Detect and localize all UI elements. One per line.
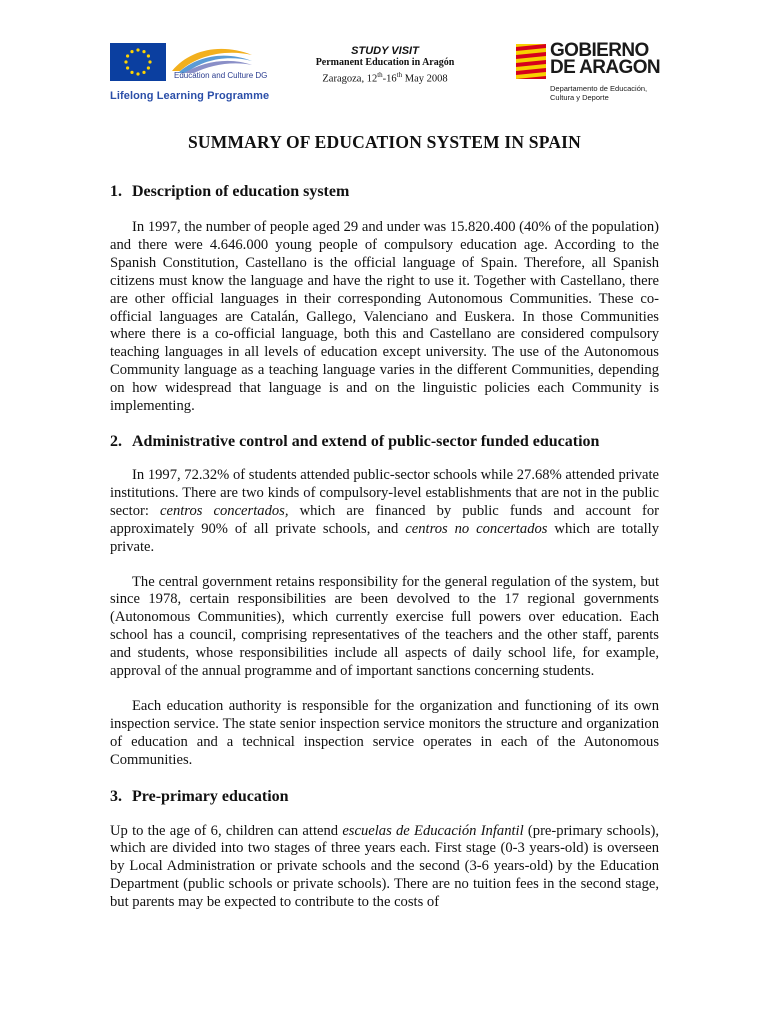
lifelong-learning-label: Lifelong Learning Programme [110, 90, 270, 102]
section-3-paragraph: Up to the age of 6, children can attend escuelas de Educación Infantil (pre-primary schools), which are divided into two stages of three years each. First stage (0-3 years-old) is overseen by Local Administration or private schools and the second (3-6 years-old) by the Education Department (public schools or private schools). There are no tuition fees in the second stage, but parents may be expected to contribute to the costs of [110, 822, 660, 911]
section-2-paragraph-1: In 1997, 72.32% of students attended public-sector schools while 27.68% attended private institutions. There are two kinds of compulsory-level establishments that are not in the public sector: centros concertados, which are financed by public funds and account for approximately 90% of all private schools, and centros no concertados which are totally private. [110, 466, 660, 555]
study-visit-title: STUDY VISIT [351, 45, 419, 57]
page-title: SUMMARY OF EDUCATION SYSTEM IN SPAIN [187, 132, 582, 152]
study-visit-date: Zaragoza, 12th-16th May 2008 [322, 71, 448, 85]
study-visit-subtitle: Permanent Education in Aragón [315, 57, 455, 68]
department-name: Departamento de Educación, Cultura y Deporte [550, 84, 648, 102]
section-2-paragraph-3: Each education authority is responsible for the organization and functioning of its own inspection service. The state senior inspection service monitors the structure and organization of education and a technical inspection service operates in each of the Autonomous Communities. [110, 697, 659, 768]
section-heading-3: 3. Pre-primary education [110, 787, 289, 805]
study-visit-block [300, 45, 470, 86]
gobierno-aragon-name: GOBIERNO DE ARAGON [550, 40, 661, 78]
section-2-paragraph-2: The central government retains responsibility for the general regulation of the system, but since 1978, certain responsibilities are been devolved to the 17 regional governments (Autonomous Communities), which currently exercise full powers over education. Each school has a council, comprising representatives of the teachers and the other staff, parents and students, whose responsibilities include all aspects of daily school life, for example, approval of the annual programme and of important sanctions concerning students. [110, 573, 659, 680]
page-header [0, 0, 768, 112]
eu-flag-icon [110, 43, 166, 81]
section-heading-1: 1. Description of education system [110, 183, 350, 200]
aragon-flag-icon [516, 44, 546, 79]
section-heading-2: 2. Administrative control and extend of public-sector funded education [110, 432, 600, 450]
document-body [110, 120, 659, 912]
education-culture-dg-label: Education and Culture DG [174, 71, 268, 80]
section-1-paragraph: In 1997, the number of people aged 29 and under was 15.820.400 (40% of the population) and there were 4.646.000 young people of compulsory education age. According to the Spanish Constitution, Castellano is the official language of Spain. Therefore, all Spanish citizens must know the language and have the right to use it. Together with Castellano, there are other official languages in their corresponding Autonomous Communities. These co-official languages are Catalán, Gallego, Valenciano and Euskera. In those Communities where there is a co-official language, both this and Castellano are considered compulsory teaching languages in all levels of education except university. The use of the Autonomous Community language as a teaching language varies in the different Communities, depending on how widespread that language is and on the linguistic policies each Community is implementing. [110, 219, 659, 415]
